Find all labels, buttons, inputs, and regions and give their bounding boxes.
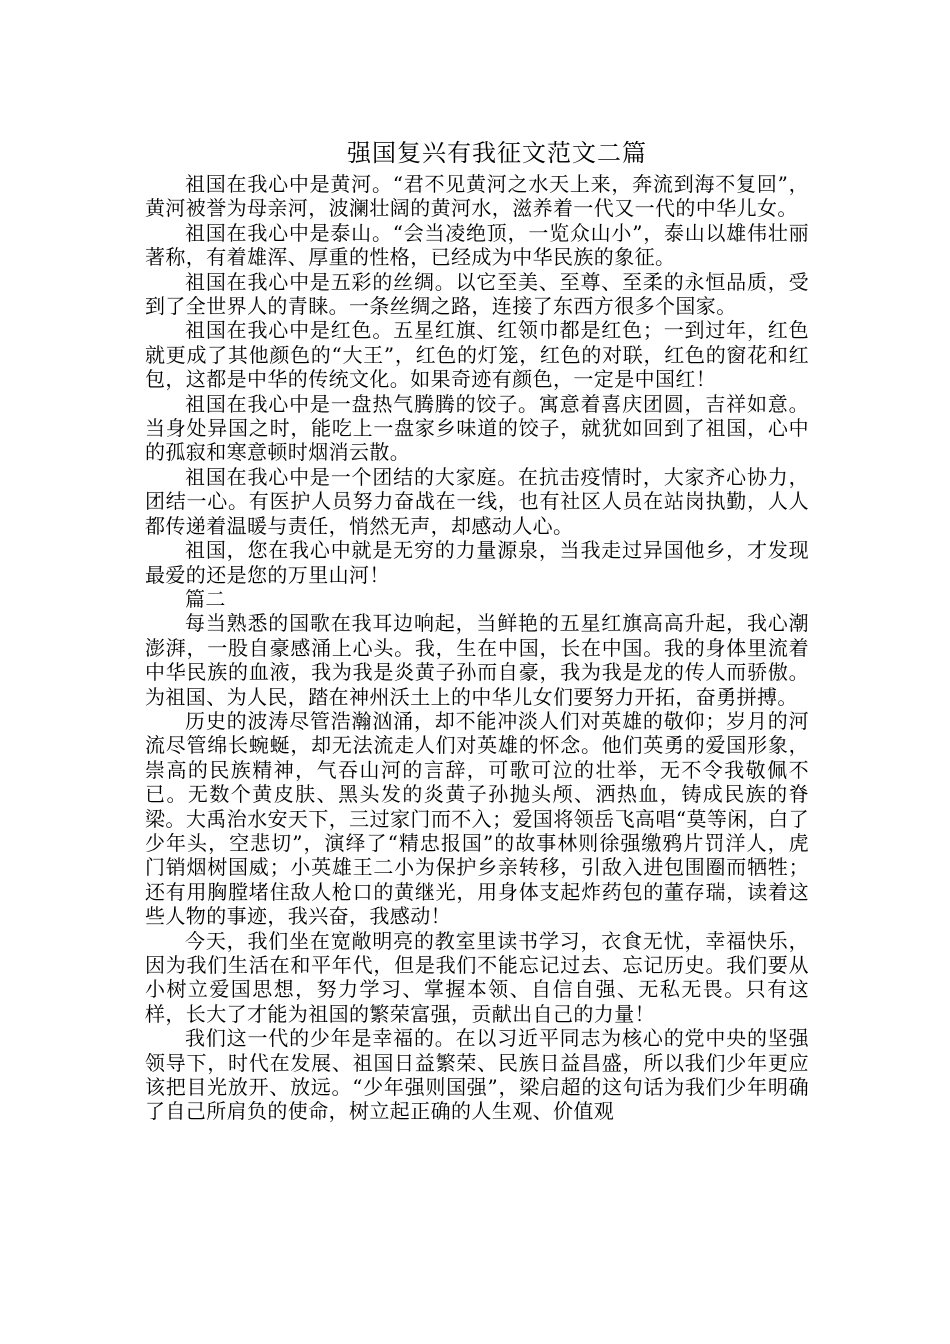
- document-title: 强国复兴有我征文范文二篇: [347, 139, 647, 167]
- paragraph-5: 祖国在我心中是一盘热气腾腾的饺子。寓意着喜庆团圆，吉祥如意。当身处异国之时，能吃上一盘家乡味道的饺子，就犹如回到了祖国，心中的孤寂和寒意顿时烟消云散。: [145, 391, 809, 465]
- paragraph-8: 每当熟悉的国歌在我耳边响起，当鲜艳的五星红旗高高升起，我心潮澎湃，一股自豪感涌上心头。我，生在中国，长在中国。我的身体里流着中华民族的血液，我为我是炎黄子孙而自豪，我为我是龙的传人而骄傲。为祖国、为人民，踏在神州沃土上的中华儿女们要努力开拓，奋勇拼搏。: [145, 611, 809, 709]
- paragraph-6: 祖国在我心中是一个团结的大家庭。在抗击疫情时，大家齐心协力，团结一心。有医护人员努力奋战在一线，也有社区人员在站岗执勤，人人都传递着温暖与责任，悄然无声，却感动人心。: [145, 464, 809, 538]
- paragraph-7: 祖国，您在我心中就是无穷的力量源泉，当我走过异国他乡，才发现最爱的还是您的万里山河！: [145, 538, 809, 587]
- section-heading-part-two: 篇二: [185, 586, 226, 611]
- document-body: [145, 134, 809, 1124]
- paragraph-10: 今天，我们坐在宽敞明亮的教室里读书学习，衣食无忧，幸福快乐，因为我们生活在和平年代，但是我们不能忘记过去、忘记历史。我们要从小树立爱国思想，努力学习、掌握本领、自信自强、无私无畏。只有这样，长大了才能为祖国的繁荣富强，贡献出自己的力量！: [145, 928, 809, 1026]
- paragraph-4: 祖国在我心中是红色。五星红旗、红领巾都是红色；一到过年，红色就更成了其他颜色的“大王”，红色的灯笼，红色的对联，红色的窗花和红包，这都是中华的传统文化。如果奇迹有颜色，一定是中国红！: [145, 318, 809, 392]
- paragraph-2: 祖国在我心中是泰山。“会当凌绝顶，一览众山小”，泰山以雄伟壮丽著称，有着雄浑、厚重的性格，已经成为中华民族的象征。: [145, 220, 809, 270]
- paragraph-1: 祖国在我心中是黄河。“君不见黄河之水天上来，奔流到海不复回”，黄河被誉为母亲河，波澜壮阔的黄河水，滋养着一代又一代的中华儿女。: [145, 172, 809, 221]
- paragraph-9: 历史的波涛尽管浩瀚汹涌，却不能冲淡人们对英雄的敬仰；岁月的河流尽管绵长蜿蜒，却无法流走人们对英雄的怀念。他们英勇的爱国形象，崇高的民族精神，气吞山河的言辞，可歌可泣的壮举，无不令我敬佩不已。无数个黄皮肤、黑头发的炎黄子孙抛头颅、洒热血，铸成民族的脊梁。大禹治水安天下，三过家门而不入；爱国将领岳飞高唱“莫等闲，白了少年头，空悲切”，演绎了“精忠报国”的故事林则徐强缴鸦片罚洋人，虎门销烟树国威；小英雄王二小为保护乡亲转移，引敌入进包围圈而牺牲；还有用胸膛堵住敌人枪口的黄继光，用身体支起炸药包的董存瑞，读着这些人物的事迹，我兴奋，我感动！: [145, 708, 809, 929]
- paragraph-11: 我们这一代的少年是幸福的。在以习近平同志为核心的党中央的坚强领导下，时代在发展、祖国日益繁荣、民族日益昌盛，所以我们少年更应该把目光放开、放远。“少年强则国强”，梁启超的这句话为我们少年明确了自己所肩负的使命，树立起正确的人生观、价值观: [145, 1026, 809, 1124]
- paragraph-3: 祖国在我心中是五彩的丝绸。以它至美、至尊、至柔的永恒品质，受到了全世界人的青睐。一条丝绸之路，连接了东西方很多个国家。: [145, 269, 809, 319]
